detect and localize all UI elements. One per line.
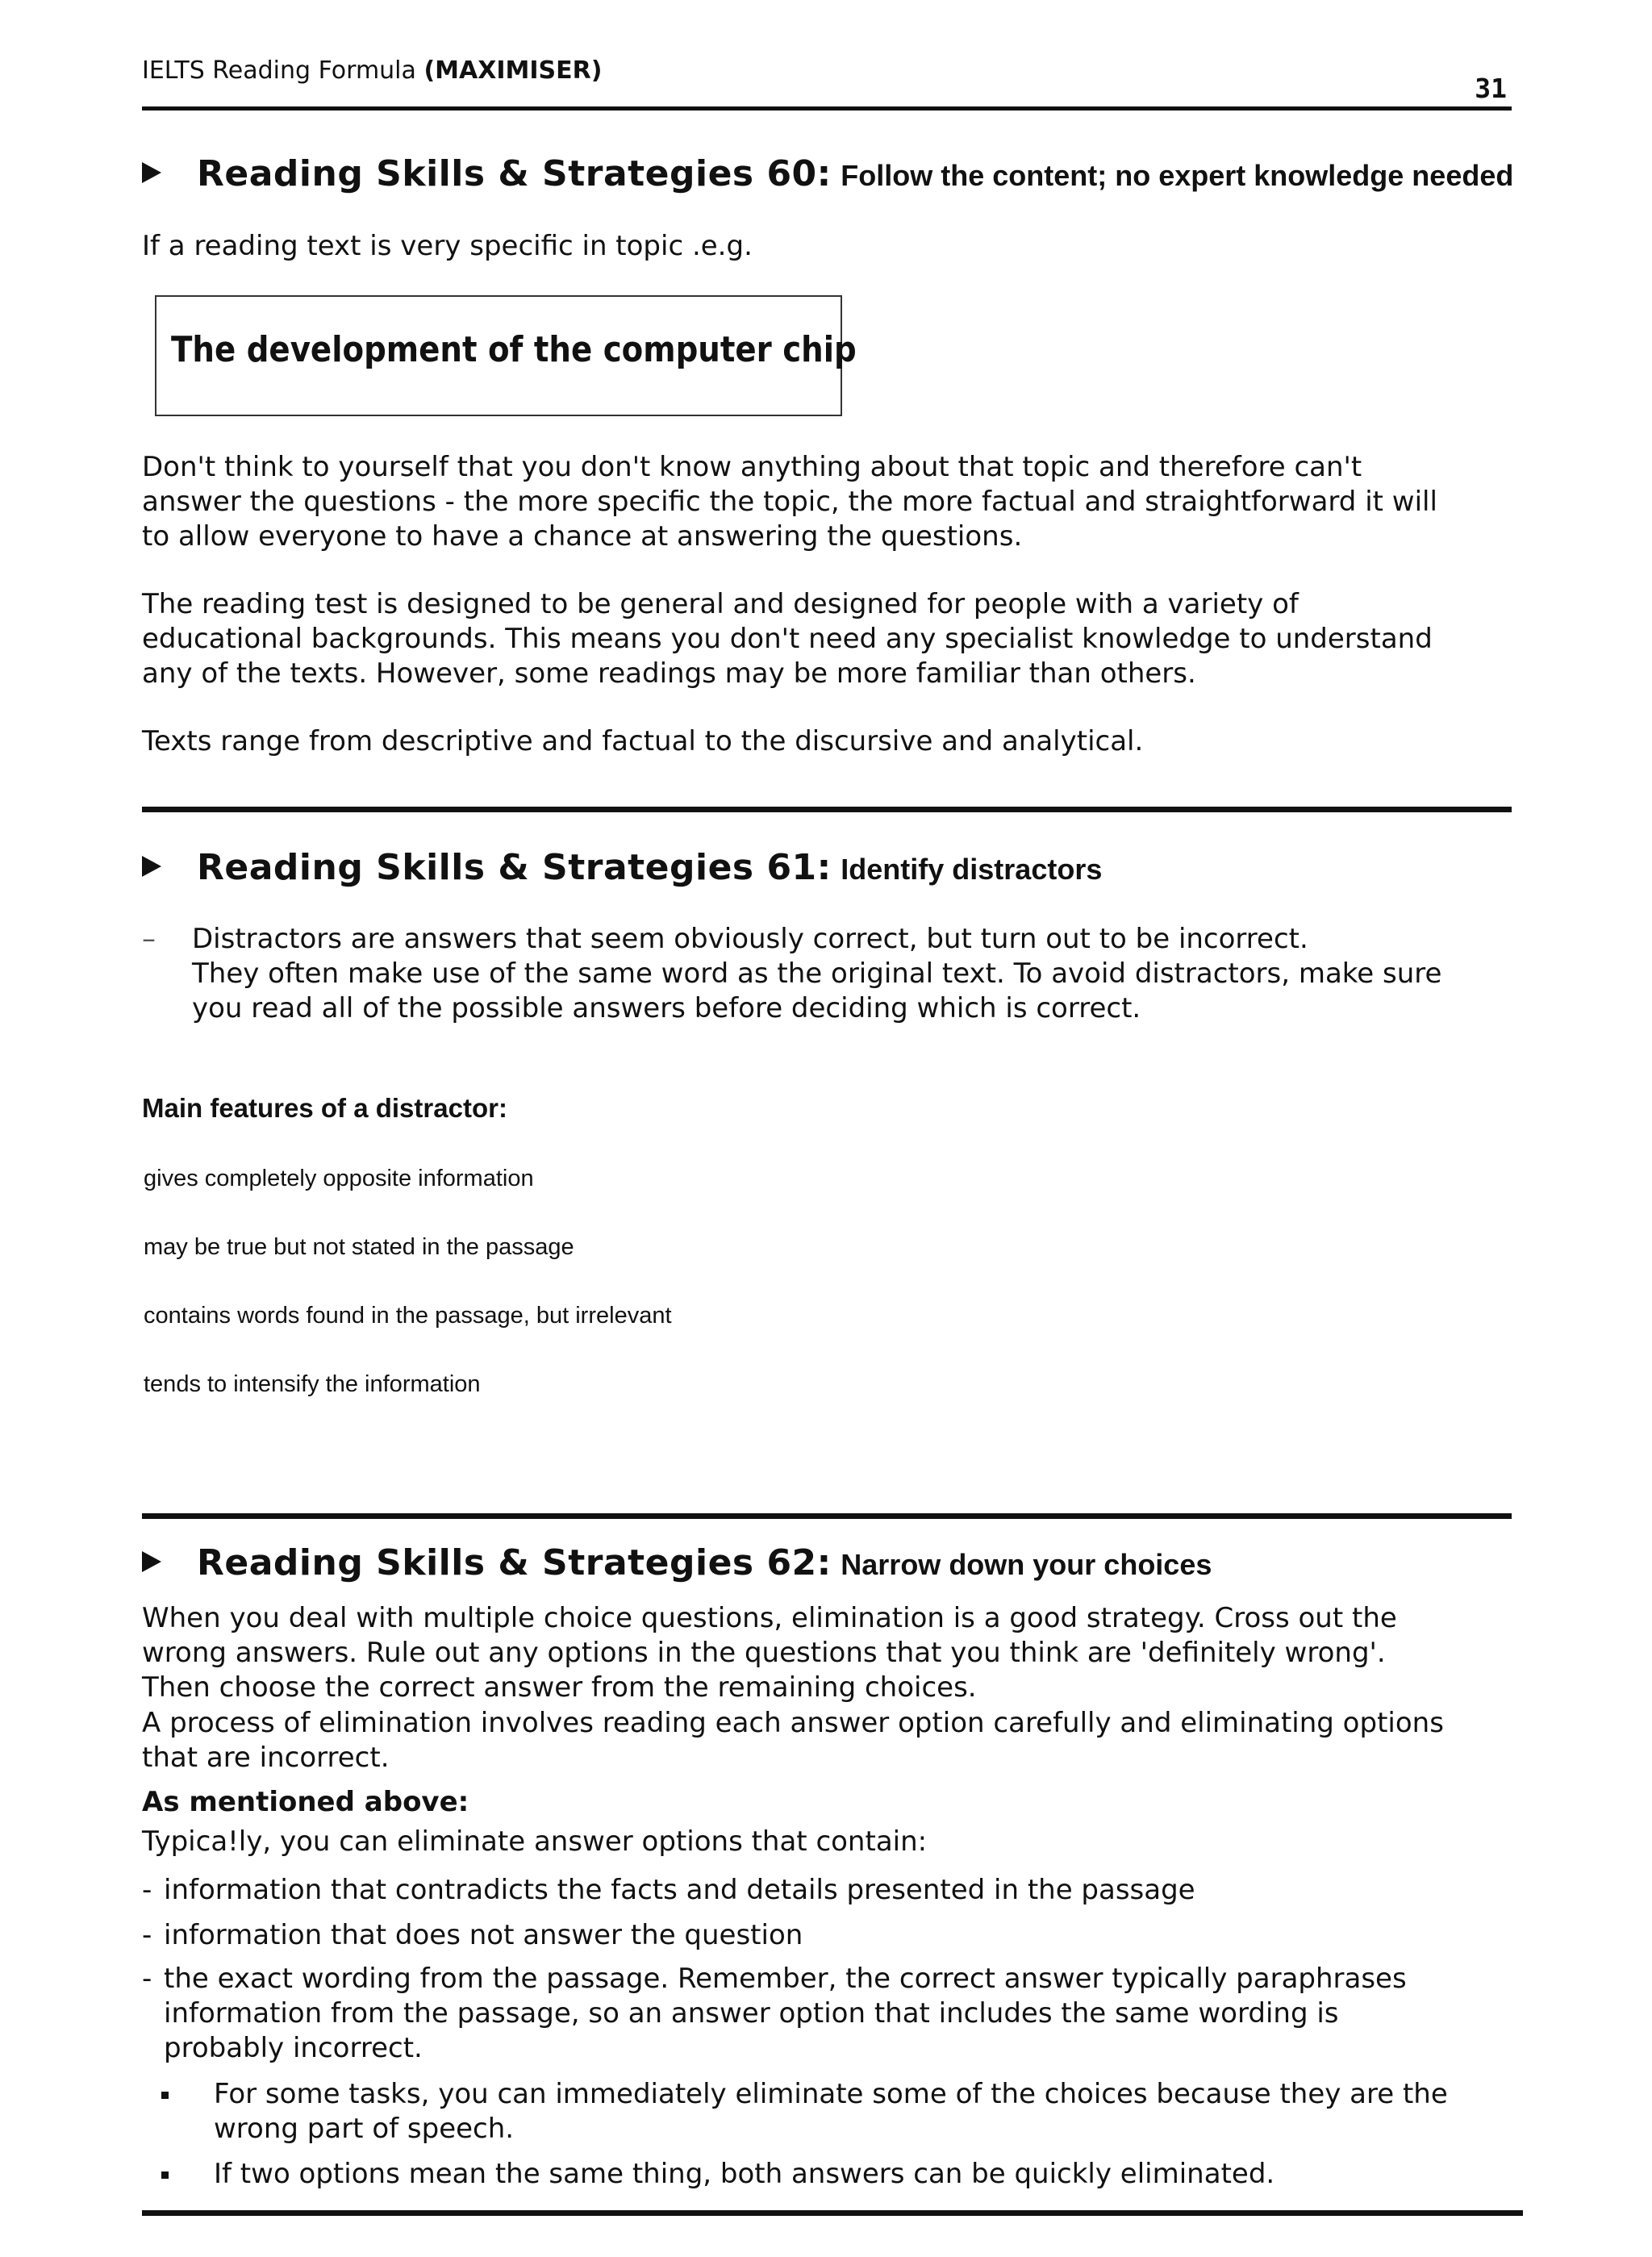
list-item-text bbox=[164, 1962, 1527, 2066]
square-bullet-icon bbox=[161, 2092, 169, 2099]
hyphen-marker: - bbox=[142, 1874, 152, 1906]
bullet-text bbox=[214, 2077, 1537, 2146]
play-arrow-icon bbox=[142, 856, 161, 877]
section-62-paragraph-2 bbox=[142, 1706, 1513, 1775]
text-line: wrong part of speech. bbox=[214, 2113, 515, 2145]
section-61-title: Reading Skills & Strategies 61 bbox=[197, 847, 817, 888]
page-number: 31 bbox=[1475, 73, 1507, 104]
text-line: A process of elimination involves reading each answer option carefully and eliminating options bbox=[142, 1707, 1444, 1739]
section-62-paragraph-1 bbox=[142, 1601, 1513, 1705]
section-divider bbox=[142, 807, 1512, 812]
section-61-heading: Reading Skills & Strategies 61 : Identify distractors bbox=[142, 847, 1102, 888]
section-60-paragraph-2 bbox=[142, 587, 1513, 691]
distractor-definition-text bbox=[192, 922, 1531, 1026]
running-title-bold: (MAXIMISER) bbox=[423, 56, 603, 85]
text-line: any of the texts. However, some readings may be more familiar than others. bbox=[142, 657, 1196, 690]
play-arrow-icon bbox=[142, 1551, 161, 1572]
typically-line: Typica!ly, you can eliminate answer options that contain: bbox=[142, 1825, 928, 1858]
text-line: educational backgrounds. This means you don't need any specialist knowledge to understand bbox=[142, 623, 1433, 655]
text-line: you read all of the possible answers before deciding which is correct. bbox=[192, 992, 1141, 1024]
example-topic-box bbox=[155, 295, 857, 416]
feature-item: gives completely opposite information bbox=[144, 1166, 534, 1191]
text-line: For some tasks, you can immediately eliminate some of the choices because they are the bbox=[214, 2078, 1448, 2110]
list-item-text: information that does not answer the question bbox=[164, 1919, 803, 1951]
text-line: They often make use of the same word as the original text. To avoid distractors, make sure bbox=[192, 957, 1442, 990]
section-61-subtitle: Identify distractors bbox=[841, 853, 1103, 886]
text-line: information from the passage, so an answer option that includes the same wording is bbox=[164, 1997, 1339, 2030]
text-line: Then choose the correct answer from the remaining choices. bbox=[142, 1671, 977, 1704]
section-60-intro: If a reading text is very specific in topic .e.g. bbox=[142, 230, 753, 262]
text-line: Don't think to yourself that you don't know anything about that topic and therefore can't bbox=[142, 451, 1362, 483]
footer-rule bbox=[142, 2210, 1523, 2216]
text-line: Distractors are answers that seem obviously correct, but turn out to be incorrect. bbox=[192, 923, 1308, 955]
section-60-heading: Reading Skills & Strategies 60 : Follow the content; no expert knowledge needed bbox=[142, 153, 1513, 194]
section-60-paragraph-3: Texts range from descriptive and factual to the discursive and analytical. bbox=[142, 725, 1144, 757]
text-line: answer the questions - the more specific the topic, the more factual and straightforward it will bbox=[142, 486, 1437, 518]
list-item-text: information that contradicts the facts and details presented in the passage bbox=[164, 1874, 1195, 1906]
example-topic-title: The development of the computer chip bbox=[171, 329, 857, 370]
square-bullet-icon bbox=[161, 2171, 169, 2179]
section-divider bbox=[142, 1513, 1512, 1519]
feature-item: may be true but not stated in the passage bbox=[144, 1234, 574, 1260]
text-line: When you deal with multiple choice questions, elimination is a good strategy. Cross out the bbox=[142, 1602, 1397, 1634]
text-line: that are incorrect. bbox=[142, 1742, 390, 1774]
section-62-heading: Reading Skills & Strategies 62 : Narrow down your choices bbox=[142, 1542, 1212, 1583]
text-line: wrong answers. Rule out any options in the questions that you think are 'definitely wrong'. bbox=[142, 1637, 1386, 1669]
features-heading: Main features of a distractor: bbox=[142, 1093, 507, 1123]
hyphen-marker: - bbox=[142, 1919, 152, 1951]
feature-item: contains words found in the passage, but irrelevant bbox=[144, 1303, 672, 1329]
section-60-paragraph-1 bbox=[142, 450, 1513, 554]
text-line: probably incorrect. bbox=[164, 2032, 423, 2064]
bullet-text: If two options mean the same thing, both answers can be quickly eliminated. bbox=[214, 2158, 1275, 2190]
text-line: The reading test is designed to be general and designed for people with a variety of bbox=[142, 588, 1299, 620]
text-line: to allow everyone to have a chance at answering the questions. bbox=[142, 520, 1023, 553]
section-60-title: Reading Skills & Strategies 60 bbox=[197, 153, 817, 194]
section-62-title: Reading Skills & Strategies 62 bbox=[197, 1542, 817, 1583]
header-rule bbox=[142, 106, 1512, 111]
section-62-subtitle: Narrow down your choices bbox=[841, 1548, 1212, 1581]
text-line: the exact wording from the passage. Remember, the correct answer typically paraphrases bbox=[164, 1963, 1407, 1995]
hyphen-marker: - bbox=[142, 1963, 152, 1995]
running-title: IELTS Reading Formula bbox=[142, 56, 416, 85]
feature-item: tends to intensify the information bbox=[144, 1371, 481, 1397]
running-header bbox=[142, 56, 602, 85]
section-60-subtitle: Follow the content; no expert knowledge needed bbox=[841, 159, 1514, 192]
play-arrow-icon bbox=[142, 162, 161, 183]
as-mentioned-heading: As mentioned above: bbox=[142, 1786, 469, 1818]
dash-marker: – bbox=[142, 923, 156, 955]
